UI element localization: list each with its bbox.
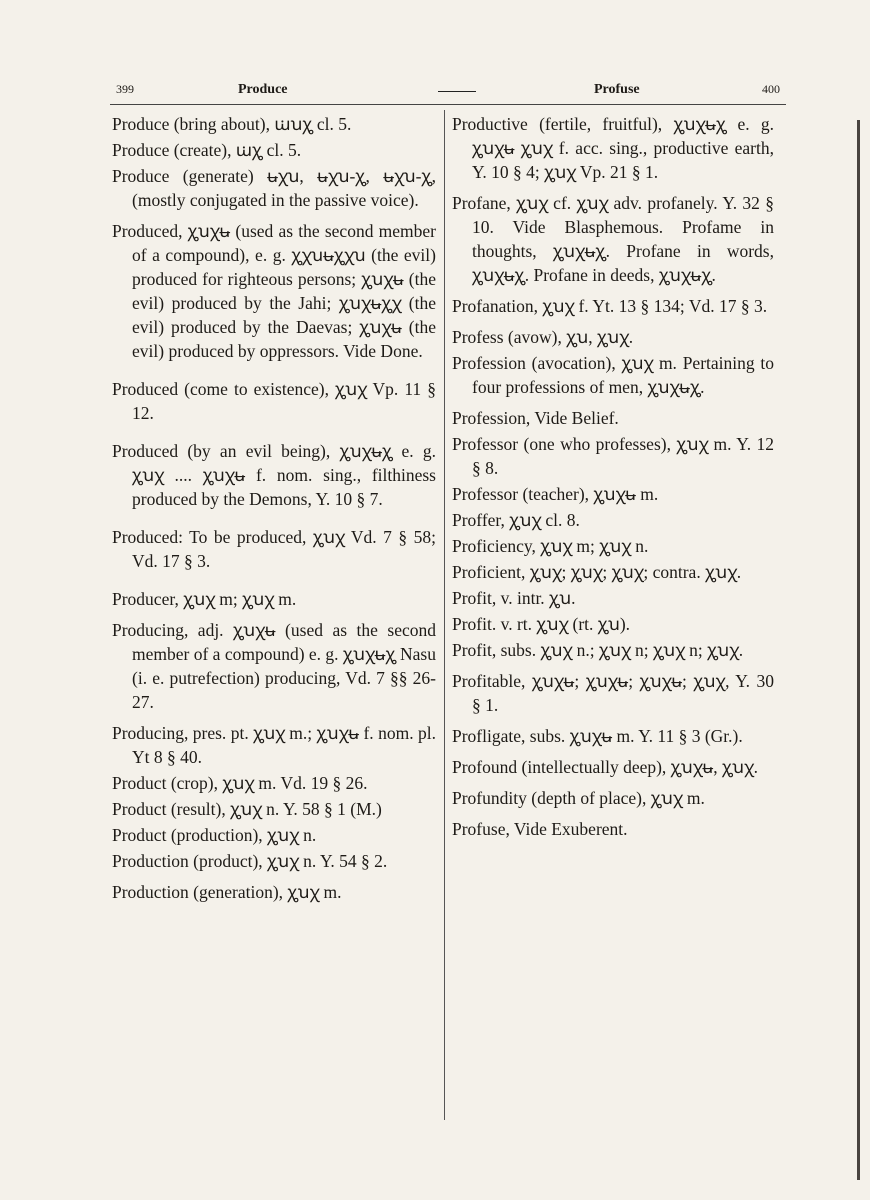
entry: Produce (bring about), ꭐꭒꭔ cl. 5. [112,114,352,134]
entry: Profit, subs. ꭔꭒꭓ n.; ꭔꭒꭓ n; ꭔꭒꭓ n; ꭔꭒꭓ. [452,640,744,660]
entry: Product (crop), ꭔꭒꭓ m. Vd. 19 § 26. [112,773,368,793]
running-header [110,80,780,104]
entry: Profession (avocation), ꭔꭒꭓ m. Pertaining to four professions of men, ꭔꭒꭓꭏꭔ. [452,353,774,397]
entry: Production (generation), ꭔꭒꭓ m. [112,882,342,902]
entry: Production (product), ꭔꭒꭓ n. Y. 54 § 2. [112,851,388,871]
entry: Profit. v. rt. ꭔꭒꭓ (rt. ꭔꭒ). [452,614,631,634]
header-rule [110,104,786,105]
entry: Profundity (depth of place), ꭔꭒꭓ m. [452,788,705,808]
entry: Produced (by an evil being), ꭔꭒꭓꭏꭔ e. g. ꭔꭒꭓ .... ꭔꭒꭓꭏ f. nom. sing., filthiness produced by the Demons, Y. 10 § 7. [112,441,436,509]
left-page-number: 399 [116,82,134,96]
right-page-number: 400 [762,82,780,96]
entry: Professor (one who professes), ꭔꭒꭓ m. Y. 12 § 8. [452,434,774,478]
entry: Produced: To be produced, ꭔꭒꭓ Vd. 7 § 58; Vd. 17 § 3. [112,527,436,571]
header-dash [438,91,476,92]
right-headword: Profuse [594,82,640,97]
entry: Profession, Vide Belief. [452,408,619,428]
entry: Producing, pres. pt. ꭔꭒꭓ m.; ꭔꭒꭓꭏ f. nom. pl. Yt 8 § 40. [112,723,436,767]
entry: Profitable, ꭔꭒꭓꭏ; ꭔꭒꭓꭏ; ꭔꭒꭓꭏ; ꭔꭒꭓ, Y. 30 § 1. [452,671,774,715]
entry: Profligate, subs. ꭔꭒꭓꭏ m. Y. 11 § 3 (Gr.). [452,726,743,746]
entry: Product (production), ꭔꭒꭓ n. [112,825,317,845]
entry: Proficiency, ꭔꭒꭓ m; ꭔꭒꭓ n. [452,536,649,556]
entry: Proficient, ꭔꭒꭓ; ꭔꭒꭓ; ꭔꭒꭓ; contra. ꭔꭒꭓ. [452,562,742,582]
entry: Producing, adj. ꭔꭒꭓꭏ (used as the second member of a compound) e. g. ꭔꭒꭓꭏꭔ Nasu (i. e. putrefection) producing, Vd. 7 §§ 26-27. [112,620,436,712]
entry: Profane, ꭔꭒꭓ cf. ꭔꭒꭓ adv. profanely. Y. 32 § 10. Vide Blasphemous. Profame in thoughts, ꭔꭒꭓꭏꭔ. Profane in words, ꭔꭒꭓꭏꭔ. Profane in deeds, ꭔꭒꭓꭏꭔ. [452,193,774,285]
entry: Produced (come to existence), ꭔꭒꭓ Vp. 11 § 12. [112,379,436,423]
entry: Profanation, ꭔꭒꭓ f. Yt. 13 § 134; Vd. 17 § 3. [452,296,768,316]
entry: Producer, ꭔꭒꭓ m; ꭔꭒꭓ m. [112,589,297,609]
entry: Productive (fertile, fruitful), ꭔꭒꭓꭏꭔ e. g. ꭔꭒꭓꭏ ꭔꭒꭓ f. acc. sing., productive earth, Y. 10 § 4; ꭔꭒꭓ Vp. 21 § 1. [452,114,774,182]
entry: Professor (teacher), ꭔꭒꭓꭏ m. [452,484,659,504]
page-edge-shadow [857,120,860,1180]
left-headword: Produce [238,82,288,97]
entry: Profound (intellectually deep), ꭔꭒꭓꭏ, ꭔꭒꭓ. [452,757,759,777]
entry: Produce (generate) ꭏꭓꭒ, ꭏꭓꭒ-ꭔ, ꭏꭓꭒ-ꭔ, (mostly conjugated in the passive voice). [112,166,436,210]
entry: Profess (avow), ꭔꭒ, ꭔꭒꭓ. [452,327,634,347]
entry: Proffer, ꭔꭒꭓ cl. 8. [452,510,580,530]
entry: Profuse, Vide Exuberent. [452,819,628,839]
right-column [452,112,774,848]
entry: Profit, v. intr. ꭔꭒ. [452,588,576,608]
entry: Product (result), ꭔꭒꭓ n. Y. 58 § 1 (M.) [112,799,382,819]
entry: Produced, ꭔꭒꭓꭏ (used as the second member of a compound), e. g. ꭔꭓꭒꭏꭔꭓꭒ (the evil) produced for righteous persons; ꭔꭒꭓꭏ (the evil) produced by the Jahi; ꭔꭒꭓꭏꭔꭓ (the evil) produced by the Daevas; ꭔꭒꭓꭏ (the evil) produced by oppressors. Vide Done. [112,221,436,361]
entry: Produce (create), ꭐꭔ cl. 5. [112,140,302,160]
left-column [112,112,436,911]
column-divider [444,110,445,1120]
